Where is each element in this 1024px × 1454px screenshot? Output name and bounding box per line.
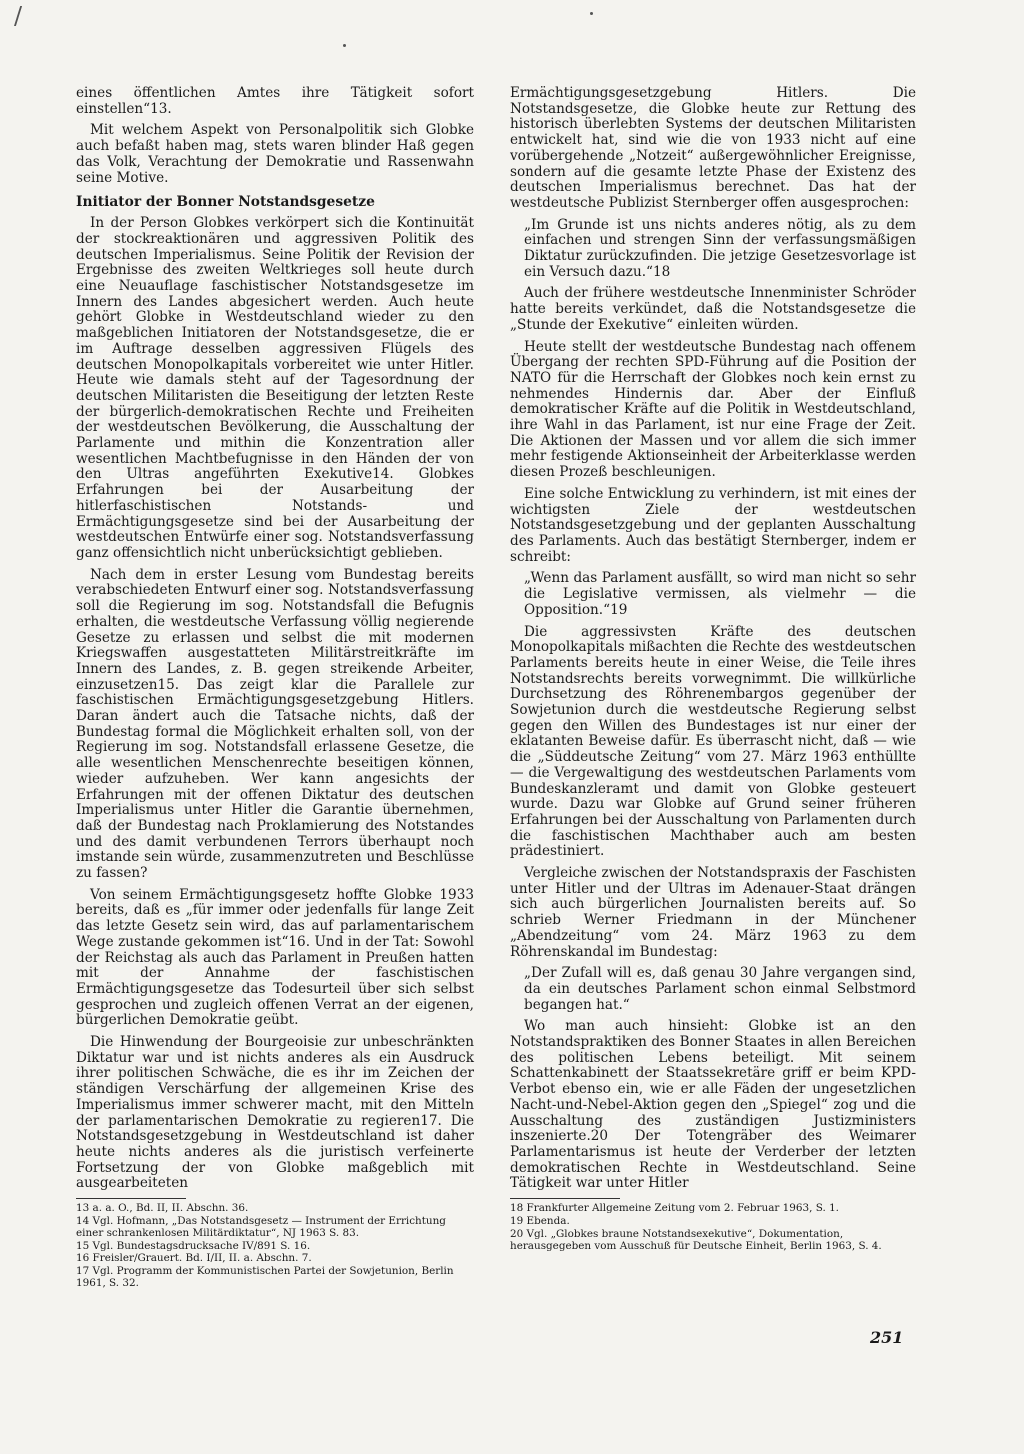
section-heading: Initiator der Bonner Notstandsgesetze [76, 194, 375, 211]
footnote-rule [510, 1198, 620, 1199]
footnote-rule [76, 1198, 186, 1199]
paragraph: Eine solche Entwicklung zu verhindern, ist mit eines der wichtigsten Ziele der westdeutschen Notstandsgesetzgebung und der geplanten Ausschaltung des Parlaments. Auch das bestätigt Sternberger, indem er schreibt: [510, 485, 916, 565]
footnotes [76, 1203, 474, 1290]
footnote: 14 Vgl. Hofmann, „Das Notstandsgesetz — Instrument der Errichtung einer schrankenlosen Militärdiktatur“, NJ 1963 S. 83. [76, 1214, 446, 1239]
right-column [510, 86, 916, 1253]
quotation: „Der Zufall will es, daß genau 30 Jahre vergangen sind, da ein deutsches Parlament schon einmal Selbstmord begangen hat.“ [524, 965, 916, 1013]
footnote: 13 a. a. O., Bd. II, II. Abschn. 36. [76, 1202, 249, 1215]
scan-speck [590, 12, 593, 15]
paragraph: Nach dem in erster Lesung vom Bundestag bereits verabschiedeten Entwurf einer sog. Notstandsverfassung soll die Regierung im sog. Notstandsfall die Befugnis erhalten, die westdeutsche Verfassung völlig negierende Gesetze zu erlassen und selbst die mit modernen Kriegswaffen ausgestatteten Militärstreitkräfte im Innern des Landes, z. B. gegen streikende Arbeiter, einzusetzen15. Das zeigt klar die Parallele zur faschistischen Ermächtigungsgesetzgebung Hitlers. Daran ändert auch die Tatsache nichts, daß der Bundestag formal die Möglichkeit erhalten soll, von der Regierung im sog. Notstandsfall erlassene Gesetze, die alle wesentlichen Menschenrechte beseitigen können, wieder aufzuheben. Wer kann angesichts der Erfahrungen mit der offenen Diktatur des deutschen Imperialismus unter Hitler die Garantie übernehmen, daß der Bundestag nach Proklamierung des Notstandes und des damit verbundenen Terrors überhaupt noch imstande sein würde, zusammenzutreten und Beschlüsse zu fassen? [76, 566, 474, 882]
quotation: „Wenn das Parlament ausfällt, so wird man nicht so sehr die Legislative vermissen, als vielmehr — die Opposition.“19 [524, 570, 916, 618]
quotation: „Im Grunde ist uns nichts anderes nötig, als zu dem einfachen und strengen Sinn der verfassungsmäßigen Diktatur zurückzufinden. Die jetzige Gesetzesvorlage ist ein Versuch dazu.“18 [524, 216, 916, 280]
paragraph: eines öffentlichen Amtes ihre Tätigkeit sofort einstellen“13. [76, 85, 474, 117]
footnote: 20 Vgl. „Globkes braune Notstandsexekutive“, Dokumentation, herausgegeben vom Ausschuß für Deutsche Einheit, Berlin 1963, S. 4. [510, 1227, 882, 1252]
paragraph: Die Hinwendung der Bourgeoisie zur unbeschränkten Diktatur war und ist nichts anderes als ein Ausdruck ihrer politischen Schwäche, die es ihr im Zeichen der ständigen Verschärfung der allgemeinen Krise des Imperialismus immer schwerer macht, mit den Mitteln der parlamentarischen Demokratie zu regieren17. Die Notstandsgesetzgebung in Westdeutschland ist daher heute nichts anderes als die juristisch verfeinerte Fortsetzung der von Globke maßgeblich mit ausgearbeiteten [76, 1034, 474, 1192]
left-column [76, 86, 474, 1291]
footnote: 16 Freisler/Grauert. Bd. I/II, II. a. Abschn. 7. [76, 1252, 312, 1265]
footnotes [510, 1203, 916, 1252]
paragraph: Die aggressivsten Kräfte des deutschen Monopolkapitals mißachten die Rechte des westdeutschen Parlaments bereits heute in einer Weise, die Teile ihres Notstandsrechts bereits vorwegnimmt. Die willkürliche Durchsetzung des Röhrenembargos gegenüber der Sowjetunion durch die westdeutsche Regierung selbst gegen den Willen des Bundestages ist nur einer der eklatanten Beweise dafür. Es überrascht nicht, daß — wie die „Süddeutsche Zeitung“ vom 27. März 1963 enthüllte — die Vergewaltigung des westdeutschen Parlaments vom Bundeskanzleramt und damit von Globke gesteuert wurde. Dazu war Globke auf Grund seiner früheren Erfahrungen bei der Ausschaltung von Parlamenten durch die faschistischen Machthaber auch am besten prädestiniert. [510, 623, 916, 860]
footnote: 18 Frankfurter Allgemeine Zeitung vom 2. Februar 1963, S. 1. [510, 1202, 839, 1215]
page-number: 251 [870, 1328, 904, 1347]
scan-speck [343, 44, 346, 47]
scan-mark: / [14, 2, 23, 30]
paragraph: In der Person Globkes verkörpert sich die Kontinuität der stockreaktionären und aggressiven Politik des deutschen Imperialismus. Seine Politik der Revision der Ergebnisse des zweiten Weltkrieges soll heute durch eine Neuauflage faschistischer Notstandsgesetze im Innern des Landes abgesichert werden. Auch heute gehört Globke in Westdeutschland wieder zu den maßgeblichen Initiatoren der Notstandsgesetze, die er im Auftrage desselben aggressiven Flügels des deutschen Monopolkapitals vorbereitet wie unter Hitler. Heute wie damals steht auf der Tagesordnung der deutschen Militaristen die Beseitigung der letzten Reste der bürgerlich-demokratischen Rechte und Freiheiten der westdeutschen Bevölkerung, die Ausschaltung der Parlamente und mithin die Konzentration aller wesentlichen Machtbefugnisse in den Händen der von den Ultras angeführten Exekutive14. Globkes Erfahrungen bei der Ausarbeitung der hitlerfaschistischen Notstands- und Ermächtigungsgesetze sind bei der Ausarbeitung der westdeutschen Entwürfe einer sog. Notstandsverfassung ganz offensichtlich nicht unberücksichtigt geblieben. [76, 215, 474, 561]
paragraph: Auch der frühere westdeutsche Innenminister Schröder hatte bereits verkündet, daß die Notstandsgesetze die „Stunde der Exekutive“ einleiten würden. [510, 285, 916, 333]
paragraph: Vergleiche zwischen der Notstandspraxis der Faschisten unter Hitler und der Ultras im Adenauer-Staat drängen sich auch bürgerlichen Journalisten bereits auf. So schrieb Werner Friedmann in der Münchener „Abendzeitung“ vom 24. März 1963 zu dem Röhrenskandal im Bundestag: [510, 865, 916, 960]
paragraph: Heute stellt der westdeutsche Bundestag nach offenem Übergang der rechten SPD-Führung auf die Position der NATO für die Herrschaft der Globkes noch kein ernst zu nehmendes Hindernis dar. Aber der Einfluß demokratischer Kräfte auf die Politik in Westdeutschland, ihre Wahl in das Parlament, ist nur eine Frage der Zeit. Die Aktionen der Massen und vor allem die sich immer mehr festigende Aktionseinheit der Arbeiterklasse werden diesen Prozeß beschleunigen. [510, 338, 916, 481]
footnote: 15 Vgl. Bundestagsdrucksache IV/891 S. 16. [76, 1239, 311, 1252]
footnote: 17 Vgl. Programm der Kommunistischen Partei der Sowjetunion, Berlin 1961, S. 32. [76, 1265, 454, 1289]
footnote: 19 Ebenda. [510, 1214, 570, 1227]
paragraph: Von seinem Ermächtigungsgesetz hoffte Globke 1933 bereits, daß es „für immer oder jedenfalls für lange Zeit das letzte Gesetz sein wird, das auf parlamentarischem Wege zustande gekommen ist“16. Und in der Tat: Sowohl der Reichstag als auch das Parlament in Preußen hatten mit der Annahme der faschistischen Ermächtigungsgesetze das Todesurteil über sich selbst gesprochen und zugleich offenen Verrat an der eigenen, bürgerlichen Demokratie geübt. [76, 886, 474, 1029]
paragraph: Ermächtigungsgesetzgebung Hitlers. Die Notstandsgesetze, die Globke heute zur Rettung des historisch überlebten Systems der deutschen Militaristen entwickelt hat, sind wie die von 1933 nicht auf eine vorübergehende „Notzeit“ außergewöhnlicher Ereignisse, sondern auf die gesamte letzte Phase der Existenz des deutschen Imperialismus berechnet. Das hat der westdeutsche Publizist Sternberger offen ausgesprochen: [510, 85, 916, 211]
paragraph: Mit welchem Aspekt von Personalpolitik sich Globke auch befaßt haben mag, stets waren blinder Haß gegen das Volk, Verachtung der Demokratie und Rassenwahn seine Motive. [76, 122, 474, 186]
paragraph: Wo man auch hinsieht: Globke ist an den Notstandspraktiken des Bonner Staates in allen Bereichen des politischen Lebens beteiligt. Mit seinem Schattenkabinett der Staatssekretäre griff er beim KPD-Verbot ebenso ein, wie er alle Fäden der ungesetzlichen Nacht-und-Nebel-Aktion gegen den „Spiegel“ zog und die Ausschaltung des zuständigen Justizministers inszenierte.20 Der Totengräber des Weimarer Parlamentarismus ist heute der Verderber der letzten demokratischen Rechte in Westdeutschland. Seine Tätigkeit war unter Hitler [510, 1018, 916, 1192]
